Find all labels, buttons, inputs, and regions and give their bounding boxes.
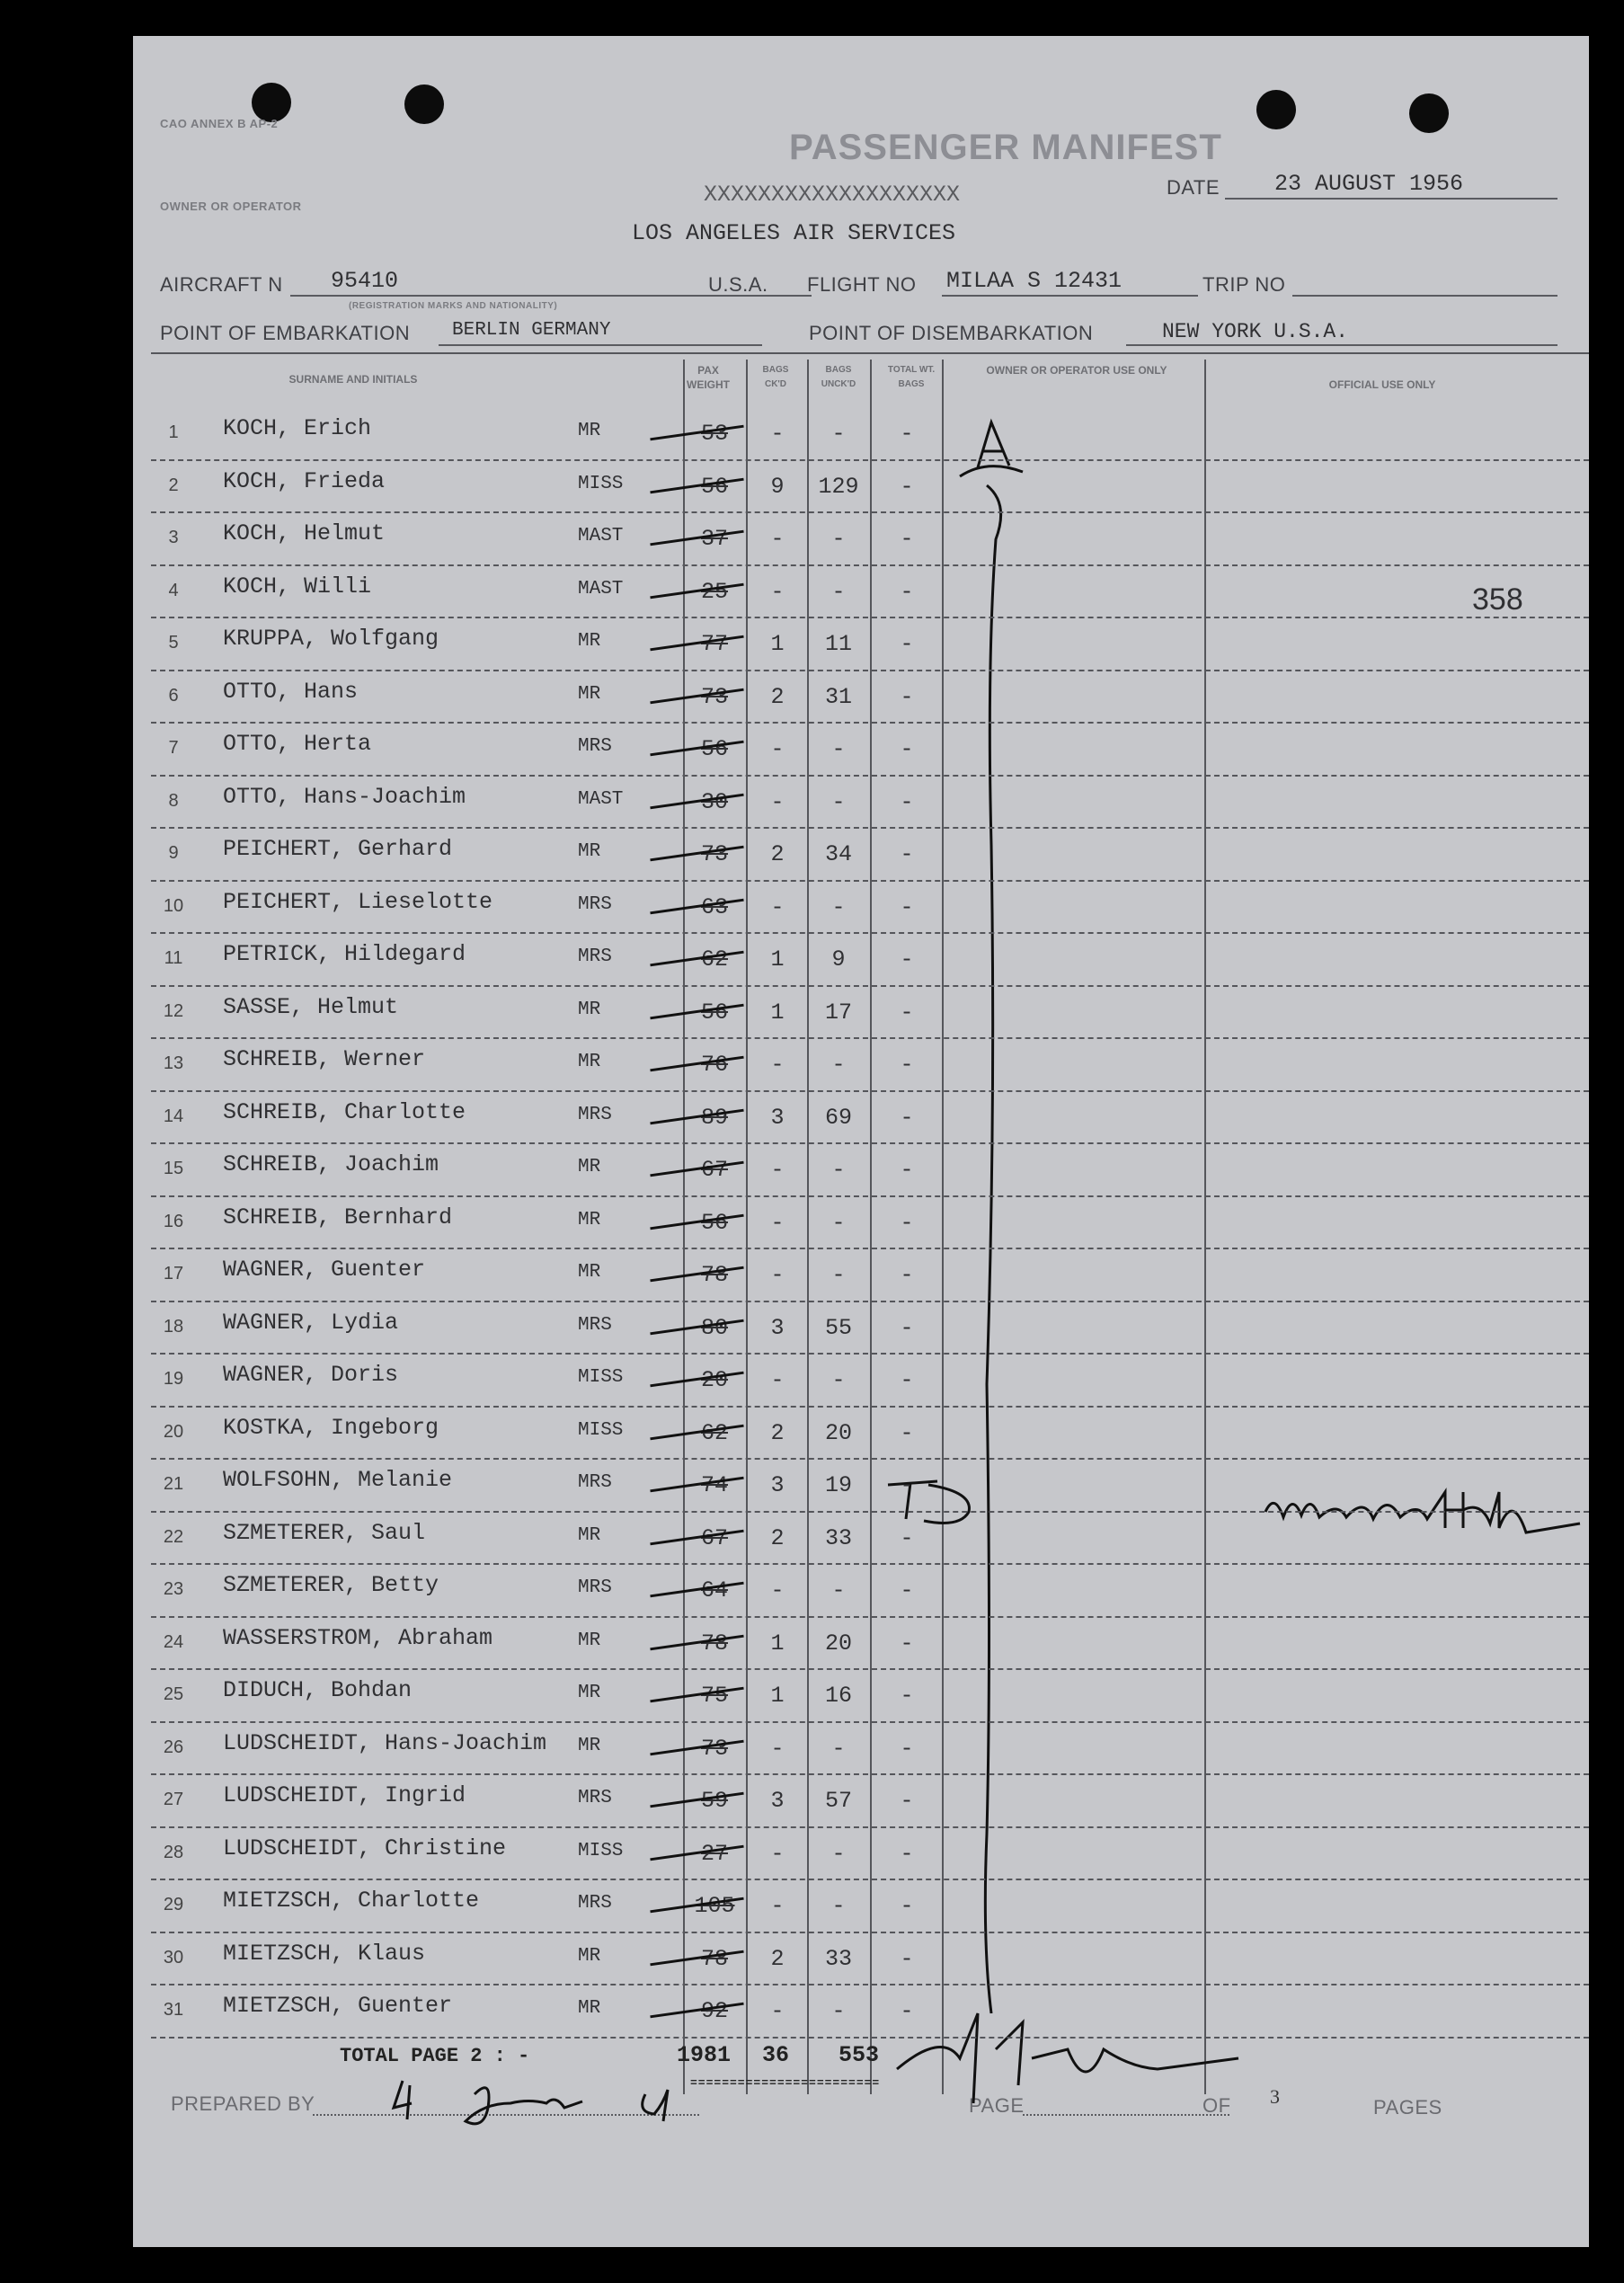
row-rule — [151, 459, 1589, 461]
pax-weight: 25 — [700, 578, 728, 605]
row-rule — [151, 564, 1589, 566]
disembarkation-value: NEW YORK U.S.A. — [1162, 320, 1349, 343]
passenger-name: KOSTKA, Ingeborg — [223, 1414, 439, 1441]
row-number: 15 — [163, 1159, 184, 1178]
passenger-title: MR — [578, 1209, 601, 1230]
bags-checked: 1 — [770, 1630, 785, 1657]
passenger-title: MRS — [578, 893, 612, 915]
row-number: 26 — [163, 1737, 184, 1757]
passenger-title: MAST — [578, 526, 624, 546]
pax-weight: 92 — [700, 1998, 728, 2024]
total-weight-bags: - — [900, 1314, 914, 1341]
row-rule — [151, 932, 1589, 934]
bags-checked: - — [770, 1998, 785, 2024]
pax-weight: 27 — [700, 1840, 728, 1867]
flight-label: FLIGHT NO — [807, 273, 917, 296]
row-number: 8 — [168, 790, 179, 811]
bags-unchecked: - — [831, 1735, 846, 1762]
passenger-name: SASSE, Helmut — [223, 993, 399, 1020]
bags-checked: - — [770, 1893, 785, 1919]
col-name-header: SURNAME AND INITIALS — [288, 373, 418, 386]
bags-unchecked: 9 — [831, 946, 846, 973]
bags-checked: - — [770, 578, 785, 605]
of-label: OF — [1202, 2094, 1231, 2117]
total-weight-bags: - — [900, 1893, 914, 1919]
pax-weight: 62 — [700, 1419, 728, 1446]
pax-weight: 64 — [700, 1577, 728, 1603]
pax-weight: 62 — [700, 946, 728, 973]
passenger-title: MRS — [578, 736, 612, 757]
passenger-title: MISS — [578, 1840, 624, 1861]
row-number: 28 — [163, 1842, 184, 1862]
bags-unchecked: - — [831, 1052, 846, 1078]
bags-checked: - — [770, 736, 785, 762]
bags-unchecked: 20 — [824, 1419, 852, 1446]
total-weight-bags: - — [900, 1945, 914, 1972]
row-rule — [151, 1353, 1589, 1355]
passenger-name: PETRICK, Hildegard — [223, 941, 466, 967]
total-weight-bags: - — [900, 683, 914, 710]
bags-checked: 2 — [770, 841, 785, 867]
owner-column-long-stroke — [985, 485, 1000, 2013]
row-rule — [151, 880, 1589, 882]
bags-unchecked: - — [831, 1998, 846, 2024]
row-number: 22 — [163, 1526, 184, 1547]
totals-underline: ======================== — [690, 2076, 881, 2090]
total-weight-bags: - — [900, 841, 914, 867]
row-rule — [151, 1984, 1589, 1985]
row-rule — [151, 722, 1589, 724]
row-rule — [151, 2037, 1589, 2039]
row-number: 7 — [168, 738, 179, 758]
passenger-name: LUDSCHEIDT, Ingrid — [223, 1782, 466, 1808]
page-title: PASSENGER MANIFEST — [789, 128, 1222, 167]
bags-unchecked: 55 — [824, 1314, 852, 1341]
bags-checked: 2 — [770, 1524, 785, 1551]
manifest-sheet — [133, 36, 1589, 2247]
passenger-title: MR — [578, 999, 601, 1020]
col-owner-header: OWNER OR OPERATOR USE ONLY — [986, 364, 1167, 377]
bags-unchecked: - — [831, 893, 846, 920]
pax-weight: 89 — [700, 1104, 728, 1131]
bags-unchecked: - — [831, 578, 846, 605]
passenger-title: MRS — [578, 946, 612, 967]
pax-weight: 67 — [700, 1524, 728, 1551]
total-weight-bags: - — [900, 578, 914, 605]
passenger-name: LUDSCHEIDT, Christine — [223, 1834, 507, 1861]
row-number: 9 — [168, 843, 179, 863]
pax-weight: 75 — [700, 1683, 728, 1709]
medical-hold-note — [1265, 1492, 1580, 1532]
row-number: 20 — [163, 1421, 184, 1442]
row-rule — [151, 1406, 1589, 1408]
bags-checked: 1 — [770, 631, 785, 657]
total-weight-bags: - — [900, 1052, 914, 1078]
row-rule — [151, 617, 1589, 618]
row-rule — [151, 1142, 1589, 1144]
total-weight-bags: - — [900, 999, 914, 1026]
bags-checked: - — [770, 893, 785, 920]
passenger-name: MIETZSCH, Klaus — [223, 1940, 426, 1967]
row-number: 30 — [163, 1947, 184, 1968]
bags-unchecked: 34 — [824, 841, 852, 867]
pax-weight: 59 — [700, 1788, 728, 1814]
total-weight-bags: - — [900, 893, 914, 920]
embarkation-label: POINT OF EMBARKATION — [160, 322, 411, 344]
total-weight: 1981 — [677, 2042, 732, 2068]
total-bags-unchecked: 553 — [839, 2042, 880, 2068]
passenger-title: MRS — [578, 1893, 612, 1914]
bags-checked: 1 — [770, 1683, 785, 1709]
row-rule — [151, 1563, 1589, 1565]
date-value: 23 AUGUST 1956 — [1274, 171, 1464, 197]
passenger-title: MR — [578, 1524, 601, 1546]
bags-checked: 3 — [770, 1788, 785, 1814]
passenger-title: MAST — [578, 788, 624, 810]
bags-unchecked: 69 — [824, 1104, 852, 1131]
bags-unchecked: 31 — [824, 683, 852, 710]
passenger-name: MIETZSCH, Guenter — [223, 1993, 453, 2019]
total-weight-bags: - — [900, 1998, 914, 2024]
passenger-name: PEICHERT, Gerhard — [223, 836, 453, 862]
bags-checked: 3 — [770, 1314, 785, 1341]
row-number: 31 — [163, 2000, 184, 2020]
prepared-by-signature — [394, 2081, 668, 2124]
pax-weight: 74 — [700, 1472, 728, 1498]
total-bags-checked: 36 — [762, 2042, 790, 2068]
row-rule — [151, 670, 1589, 671]
passenger-name: OTTO, Hans-Joachim — [223, 783, 466, 810]
row-rule — [151, 985, 1589, 987]
totals-signature — [897, 2013, 1238, 2103]
row-number: 1 — [168, 422, 179, 442]
pax-weight: 67 — [700, 1157, 728, 1183]
total-weight-bags: - — [900, 736, 914, 762]
bags-checked: 2 — [770, 683, 785, 710]
passenger-name: KOCH, Frieda — [223, 467, 386, 494]
passenger-title: MR — [578, 1945, 601, 1967]
row-number: 6 — [168, 685, 179, 706]
crossed-out-text: XXXXXXXXXXXXXXXXXXX — [704, 182, 961, 208]
bags-checked: - — [770, 526, 785, 552]
row-number: 3 — [168, 528, 179, 547]
pax-weight: 105 — [694, 1893, 735, 1919]
passenger-title: MRS — [578, 1314, 612, 1336]
owner-label: OWNER OR OPERATOR — [160, 200, 302, 213]
total-weight-bags: - — [900, 1577, 914, 1603]
bags-checked: 2 — [770, 1419, 785, 1446]
total-weight-bags: - — [900, 1788, 914, 1814]
passenger-name: KRUPPA, Wolfgang — [223, 626, 439, 652]
passenger-name: WAGNER, Lydia — [223, 1309, 399, 1336]
passenger-title: MR — [578, 1157, 601, 1177]
col-unckd-header: BAGS UNCK'D — [821, 365, 856, 389]
bags-checked: - — [770, 1262, 785, 1288]
total-weight-bags: - — [900, 788, 914, 815]
pax-weight: 78 — [700, 1630, 728, 1657]
total-weight-bags: - — [900, 946, 914, 973]
pax-weight: 56 — [700, 1209, 728, 1236]
row-number: 21 — [163, 1474, 184, 1494]
passenger-name: MIETZSCH, Charlotte — [223, 1888, 480, 1914]
passenger-name: WAGNER, Doris — [223, 1362, 399, 1388]
row-number: 23 — [163, 1579, 184, 1599]
bags-checked: - — [770, 1840, 785, 1867]
pax-weight: 56 — [700, 999, 728, 1026]
disembarkation-label: POINT OF DISEMBARKATION — [809, 322, 1094, 344]
row-rule — [151, 1616, 1589, 1618]
passenger-name: SCHREIB, Werner — [223, 1046, 426, 1072]
row-number: 29 — [163, 1895, 184, 1914]
trip-label: TRIP NO — [1202, 273, 1286, 296]
pages-label: PAGES — [1373, 2096, 1442, 2119]
bags-unchecked: 16 — [824, 1683, 852, 1709]
passenger-name: DIDUCH, Bohdan — [223, 1677, 413, 1703]
passenger-name: KOCH, Willi — [223, 573, 372, 600]
row-rule — [151, 511, 1589, 513]
pax-weight: 37 — [700, 526, 728, 552]
total-weight-bags: - — [900, 1262, 914, 1288]
of-value: 3 — [1270, 2085, 1281, 2108]
bags-checked: - — [770, 1577, 785, 1603]
row-rule — [151, 1090, 1589, 1092]
total-weight-bags: - — [900, 1735, 914, 1762]
pax-weight: 53 — [700, 421, 728, 447]
passenger-title: MRS — [578, 1104, 612, 1125]
passenger-title: MR — [578, 841, 601, 862]
bags-checked: - — [770, 1157, 785, 1183]
bags-unchecked: 33 — [824, 1524, 852, 1551]
passenger-title: MR — [578, 1262, 601, 1283]
pax-weight: 78 — [700, 1262, 728, 1288]
passenger-name: LUDSCHEIDT, Hans-Joachim — [223, 1729, 547, 1756]
row-number: 17 — [163, 1264, 184, 1284]
row-rule — [151, 1668, 1589, 1670]
bags-unchecked: - — [831, 1577, 846, 1603]
passenger-title: MRS — [578, 1577, 612, 1598]
row-rule — [151, 1511, 1589, 1513]
bags-checked: - — [770, 788, 785, 815]
embarkation-value: BERLIN GERMANY — [452, 320, 611, 341]
total-weight-bags: - — [900, 1472, 914, 1498]
row-rule — [151, 775, 1589, 777]
passenger-title: MISS — [578, 1419, 624, 1441]
bags-unchecked: - — [831, 1893, 846, 1919]
passenger-name: SZMETERER, Saul — [223, 1519, 426, 1546]
row-rule — [151, 1879, 1589, 1880]
bags-unchecked: 33 — [824, 1945, 852, 1972]
row-number: 25 — [163, 1684, 184, 1704]
date-label: DATE — [1167, 176, 1220, 199]
row-number: 27 — [163, 1790, 184, 1809]
pax-weight: 63 — [700, 893, 728, 920]
passenger-title: MR — [578, 421, 601, 441]
row-number: 4 — [168, 580, 179, 600]
bags-unchecked: 129 — [818, 473, 859, 500]
pax-weight: 56 — [700, 736, 728, 762]
prepared-by-label: PREPARED BY — [171, 2092, 315, 2115]
passenger-name: SCHREIB, Charlotte — [223, 1098, 466, 1125]
passenger-title: MR — [578, 1683, 601, 1703]
pax-weight: 73 — [700, 683, 728, 710]
bags-unchecked: - — [831, 1262, 846, 1288]
total-weight-bags: - — [900, 1157, 914, 1183]
passenger-name: SCHREIB, Joachim — [223, 1151, 439, 1177]
pax-weight: 76 — [700, 1052, 728, 1078]
total-weight-bags: - — [900, 526, 914, 552]
row-number: 5 — [168, 633, 179, 653]
operator-name: LOS ANGELES AIR SERVICES — [632, 220, 956, 246]
bags-unchecked: 20 — [824, 1630, 852, 1657]
bags-checked: 1 — [770, 999, 785, 1026]
aircraft-label: AIRCRAFT N — [160, 273, 283, 296]
row-rule — [151, 1721, 1589, 1723]
side-note: 358 — [1472, 582, 1523, 617]
row-number: 10 — [163, 895, 184, 916]
total-weight-bags: - — [900, 473, 914, 500]
total-weight-bags: - — [900, 1683, 914, 1709]
passenger-name: OTTO, Hans — [223, 678, 359, 705]
total-weight-bags: - — [900, 631, 914, 657]
passenger-title: MR — [578, 1052, 601, 1072]
passenger-title: MAST — [578, 578, 624, 600]
pax-weight: 20 — [700, 1367, 728, 1393]
bags-unchecked: - — [831, 1209, 846, 1236]
passenger-name: WAGNER, Guenter — [223, 1257, 426, 1283]
bags-checked: - — [770, 1367, 785, 1393]
passenger-name: KOCH, Erich — [223, 415, 372, 441]
col-ckd-header: BAGS CK'D — [762, 365, 789, 389]
bags-checked: - — [770, 1209, 785, 1236]
total-weight-bags: - — [900, 1367, 914, 1393]
passenger-title: MR — [578, 1735, 601, 1756]
row-rule — [151, 1826, 1589, 1828]
passenger-name: KOCH, Helmut — [223, 520, 386, 546]
passenger-title: MRS — [578, 1472, 612, 1493]
pax-weight: 73 — [700, 841, 728, 867]
bags-checked: 2 — [770, 1945, 785, 1972]
registration-note: (REGISTRATION MARKS AND NATIONALITY) — [349, 301, 558, 311]
bags-unchecked: 17 — [824, 999, 852, 1026]
row-number: 16 — [163, 1211, 184, 1231]
row-number: 12 — [163, 1000, 184, 1021]
total-weight-bags: - — [900, 421, 914, 447]
total-weight-bags: - — [900, 1840, 914, 1867]
passenger-title: MR — [578, 683, 601, 705]
total-weight-bags: - — [900, 1419, 914, 1446]
bags-checked: 3 — [770, 1104, 785, 1131]
bags-checked: - — [770, 421, 785, 447]
passenger-title: MRS — [578, 1788, 612, 1808]
bags-unchecked: - — [831, 1157, 846, 1183]
col-official-header: OFFICIAL USE ONLY — [1328, 378, 1436, 391]
row-rule — [151, 827, 1589, 829]
total-weight-bags: - — [900, 1524, 914, 1551]
passenger-name: SZMETERER, Betty — [223, 1572, 439, 1598]
row-rule — [151, 1932, 1589, 1933]
total-weight-bags: - — [900, 1104, 914, 1131]
row-number: 11 — [164, 948, 183, 968]
pax-weight: 77 — [700, 631, 728, 657]
page-label: PAGE — [969, 2094, 1025, 2117]
passenger-name: WOLFSOHN, Melanie — [223, 1467, 453, 1493]
row-rule — [151, 1773, 1589, 1775]
passenger-name: OTTO, Herta — [223, 731, 372, 757]
bags-checked: 1 — [770, 946, 785, 973]
pax-weight: 56 — [700, 473, 728, 500]
bags-unchecked: - — [831, 788, 846, 815]
pax-weight: 30 — [700, 788, 728, 815]
bags-unchecked: - — [831, 526, 846, 552]
pax-weight: 73 — [700, 1735, 728, 1762]
row-rule — [151, 1458, 1589, 1460]
pax-weight: 78 — [700, 1945, 728, 1972]
passenger-title: MISS — [578, 1367, 624, 1388]
form-code: CAO ANNEX B AP-2 — [160, 117, 279, 130]
row-number: 19 — [163, 1369, 184, 1389]
row-number: 24 — [163, 1631, 184, 1652]
nationality: U.S.A. — [708, 273, 768, 296]
bags-unchecked: 19 — [824, 1472, 852, 1498]
row-rule — [151, 1195, 1589, 1197]
bags-unchecked: - — [831, 421, 846, 447]
bags-unchecked: - — [831, 736, 846, 762]
passenger-name: PEICHERT, Lieselotte — [223, 888, 493, 915]
bags-unchecked: - — [831, 1840, 846, 1867]
bags-unchecked: 57 — [824, 1788, 852, 1814]
col-total-header: TOTAL WT. BAGS — [887, 365, 936, 389]
bags-checked: - — [770, 1052, 785, 1078]
row-number: 14 — [163, 1106, 184, 1126]
aircraft-value: 95410 — [331, 268, 399, 294]
passenger-title: MR — [578, 1998, 601, 2019]
bags-checked: - — [770, 1735, 785, 1762]
flight-value: MILAA S 12431 — [946, 268, 1123, 294]
owner-check-mark — [960, 422, 1023, 476]
bags-checked: 3 — [770, 1472, 785, 1498]
total-weight-bags: - — [900, 1209, 914, 1236]
bags-checked: 9 — [770, 473, 785, 500]
row-number: 2 — [168, 475, 179, 495]
total-weight-bags: - — [900, 1630, 914, 1657]
row-number: 18 — [163, 1316, 184, 1337]
col-weight-header: PAX WEIGHT — [687, 364, 730, 391]
row-rule — [151, 1248, 1589, 1249]
pax-weight: 80 — [700, 1314, 728, 1341]
passenger-name: SCHREIB, Bernhard — [223, 1204, 453, 1230]
passenger-title: MR — [578, 1630, 601, 1651]
passenger-title: MISS — [578, 473, 624, 494]
passenger-name: WASSERSTROM, Abraham — [223, 1624, 493, 1651]
row-rule — [151, 1301, 1589, 1302]
row-number: 13 — [163, 1053, 184, 1073]
bags-unchecked: 11 — [824, 631, 852, 657]
row-rule — [151, 1037, 1589, 1039]
passenger-title: MR — [578, 631, 601, 652]
totals-label: TOTAL PAGE 2 : - — [340, 2045, 530, 2067]
bags-unchecked: - — [831, 1367, 846, 1393]
